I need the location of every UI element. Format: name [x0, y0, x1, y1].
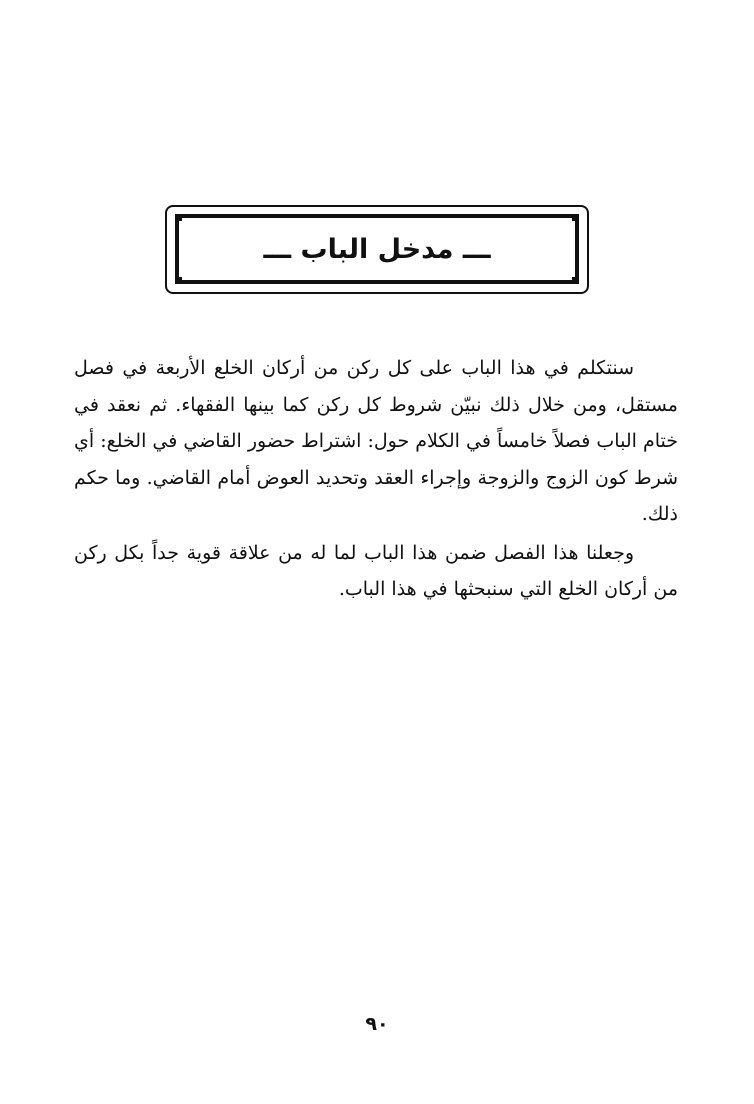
chapter-title: ـــ مدخل الباب ـــ — [263, 233, 491, 265]
paragraph-intro: سنتكلم في هذا الباب على كل ركن من أركان الخلع الأربعة في فصل مستقل، ومن خلال ذلك نبيّن شروط كل ركن كما بينها الفقهاء. ثم نعقد في ختام الباب فصلاً خامساً في الكلام حول: اشتراط حضور القاضي في الخلع: أي شرط كون الزوج والزوجة وإجراء العقد وتحديد العوض أمام القاضي. وما حكم ذلك. — [74, 357, 678, 525]
frame-corner-ornament — [175, 214, 182, 221]
body-text — [74, 350, 678, 608]
frame-corner-ornament — [175, 277, 182, 284]
frame-corner-ornament — [572, 277, 579, 284]
frame-corner-ornament — [572, 214, 579, 221]
chapter-heading-frame — [175, 214, 579, 284]
paragraph-note: وجعلنا هذا الفصل ضمن هذا الباب لما له من علاقة قوية جداً بكل ركن من أركان الخلع التي سنبحثها في هذا الباب. — [74, 541, 678, 600]
page-number: ٩٠ — [365, 1013, 389, 1035]
